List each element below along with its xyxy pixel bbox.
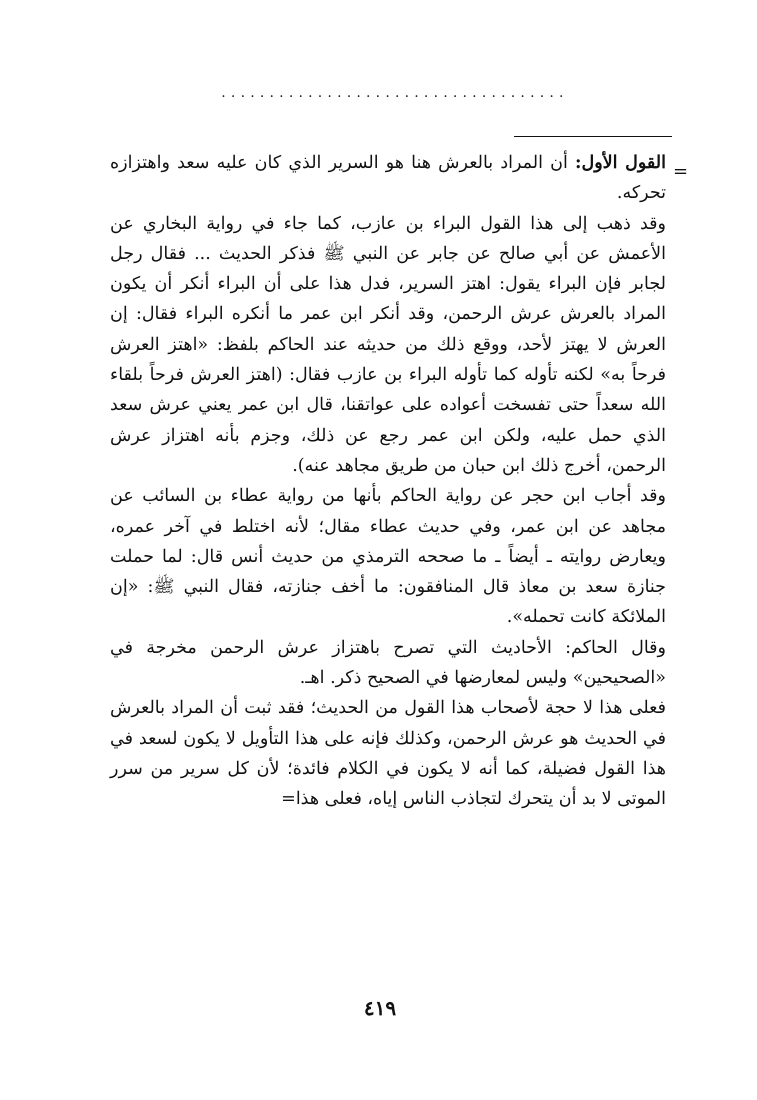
paragraph-text: وقد ذهب إلى هذا القول البراء بن عازب، كما جاء في رواية البخاري عن الأعمش عن أبي صالح عن جابر عن النبي ﷺ فذكر الحديث ... فقال رجل لجابر فإن البراء يقول: اهتز السرير، فدل هذا على أن البراء أنكر أن يكون المراد بالعرش عرش الرحمن، وقد أنكر ابن عمر ما أنكره البراء فقال: إن العرش لا يهتز لأحد، ووقع ذلك من حديثه عند الحاكم بلفظ: «اهتز العرش فرحاً به» لكنه تأوله كما تأوله البراء بن عازب فقال: (اهتز العرش فرحاً بلقاء الله سعداً حتى تفسخت أعواده على عواتقنا، قال ابن عمر يعني عرش سعد الذي حمل عليه، ولكن ابن عمر رجع عن ذلك، وجزم بأنه اهتزاز عرش الرحمن، أخرج ذلك ابن حبان من طريق مجاهد عنه). [110,213,666,476]
paragraph [110,693,666,814]
dotted-separator: .................................... [221,86,569,100]
page-number: ٤١٩ [363,996,397,1020]
paragraph-lead: القول الأول: [575,153,666,173]
paragraph-text: فعلى هذا لا حجة لأصحاب هذا القول من الحديث؛ فقد ثبت أن المراد بالعرش في الحديث هو عرش الرحمن، وكذلك فإنه على هذا التأويل لا يكون لسعد في هذا القول فضيلة، كما أنه لا يكون في الكلام فائدة؛ لأن كل سرير من سرر الموتى لا بد أن يتحرك لتجاذب الناس إياه، فعلى هذا= [110,698,666,810]
paragraph [110,209,666,482]
continuation-mark: = [673,161,689,182]
paragraph [110,481,666,632]
paragraph [110,633,666,694]
paragraph [110,148,666,209]
footnote-text [110,148,666,815]
paragraph-text: وقد أجاب ابن حجر عن رواية الحاكم بأنها من رواية عطاء بن السائب عن مجاهد عن ابن عمر، وفي حديث عطاء مقال؛ لأنه اختلط في آخر عمره، ويعارض روايته ـ أيضاً ـ ما صححه الترمذي من حديث أنس قال: لما حملت جنازة سعد بن معاذ قال المنافقون: ما أخف جنازته، فقال النبي ﷺ: «إن الملائكة كانت تحمله». [110,486,666,628]
footnote-rule [514,136,672,137]
paragraph-text: وقال الحاكم: الأحاديث التي تصرح باهتزاز عرش الرحمن مخرجة في «الصحيحين» وليس لمعارضها في الصحيح ذكر. اهـ. [110,637,666,689]
paragraph-text: أن المراد بالعرش هنا هو السرير الذي كان عليه سعد واهتزازه تحركه. [110,153,666,204]
